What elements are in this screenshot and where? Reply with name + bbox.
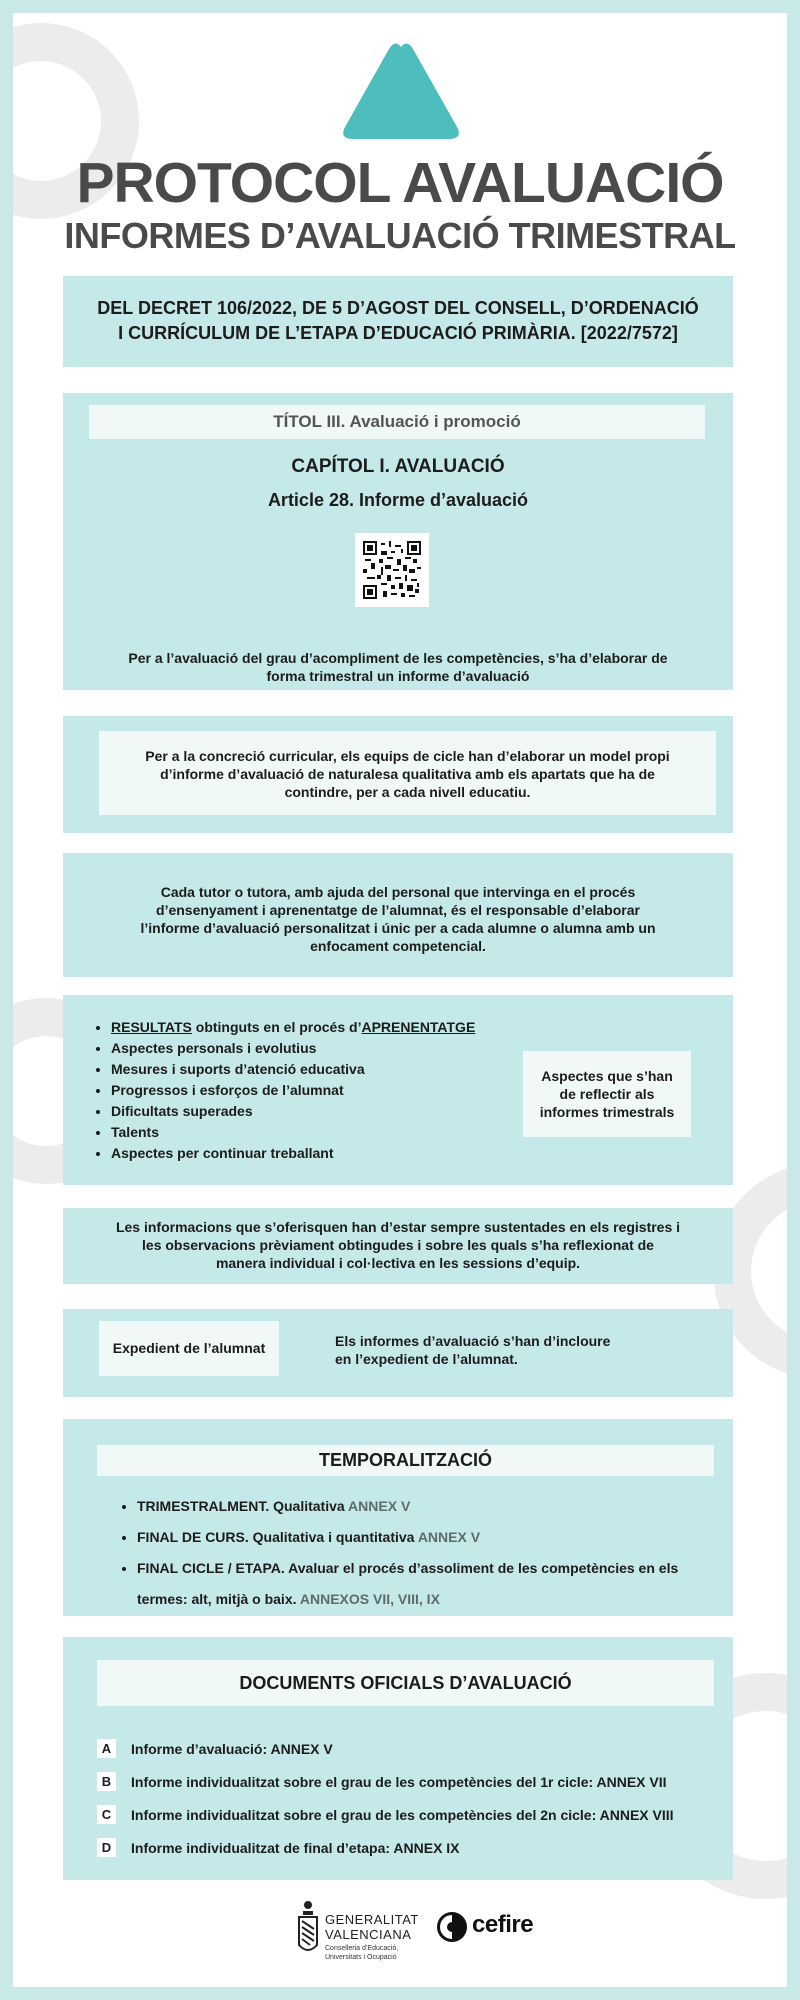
generalitat-logo: [296, 1899, 436, 1969]
curricular-card: [63, 716, 733, 833]
timing-item-quarterly: • TRIMESTRALMENT. Qualitativa ANNEX V: [137, 1491, 727, 1522]
document-text: Informe individualitzat sobre el grau de les competències del 2n cicle: ANNEX VIII: [131, 1806, 674, 1823]
tutor-line-1: Cada tutor o tutora, amb ajuda del personal que intervinga en el procés: [160, 884, 636, 900]
documents-list: [97, 1732, 717, 1864]
generalitat-line-1: GENERALITAT: [325, 1912, 419, 1927]
expedient-card: [63, 1309, 733, 1397]
qr-code-icon: [363, 541, 421, 599]
aspects-item: • Mesures i suports d’atenció educativa: [111, 1059, 531, 1080]
generalitat-emblem-icon: [296, 1899, 320, 1961]
curricular-text-box: [99, 731, 716, 815]
timing-card: [63, 1419, 733, 1616]
decree-line-1: DEL DECRET 106/2022, DE 5 D’AGOST DEL CONSELL, D’ORDENACIÓ: [97, 298, 699, 318]
tutor-card: [63, 853, 733, 977]
article-card: [63, 393, 733, 690]
infographic-page: [13, 13, 787, 1987]
documents-title: DOCUMENTS OFICIALS D’AVALUACIÓ: [239, 1673, 572, 1693]
article-heading: Article 28. Informe d’avaluació: [267, 490, 529, 510]
aspects-note-box: [523, 1051, 691, 1137]
document-text: Informe d’avaluació: ANNEX V: [131, 1740, 333, 1757]
aspects-item: • Aspectes personals i evolutius: [111, 1038, 531, 1059]
expedient-label: Expedient de l’alumnat: [112, 1340, 266, 1356]
title-iii-heading: TÍTOL III. Avaluació i promoció: [273, 412, 521, 431]
generalitat-sub-2: Universitats i Ocupació: [325, 1954, 397, 1961]
aspects-item: • Dificultats superades: [111, 1101, 531, 1122]
aspects-note-line-3: informes trimestrals: [539, 1104, 675, 1120]
document-text: Informe individualitzat sobre el grau de les competències del 1r cicle: ANNEX VII: [131, 1773, 667, 1790]
generalitat-line-2: VALENCIANA: [325, 1927, 412, 1942]
page-title: PROTOCOL AVALUACIÓ: [76, 151, 724, 215]
documents-title-bar: [97, 1660, 714, 1706]
aspects-note-line-2: de reflectir als: [559, 1086, 655, 1102]
tutor-line-3: l’informe d’avaluació personalitzat i únic per a cada alumne o alumna amb un: [140, 920, 656, 936]
curricular-line-3: contindre, per a cada nivell educatiu.: [284, 784, 531, 800]
aspects-list: [93, 1017, 531, 1164]
document-item-c: [97, 1798, 717, 1831]
aspects-item: • Talents: [111, 1122, 531, 1143]
aspects-card: [63, 995, 733, 1185]
aspects-item: • Aspectes per continuar treballant: [111, 1143, 531, 1164]
records-line-2: les observacions prèviament obtingudes i sobre les quals s’ha reflexionat de: [142, 1237, 654, 1253]
tutor-line-2: d’ensenyament i aprenentatge de l’alumnat, és el responsable d’elaborar: [156, 902, 640, 918]
curricular-line-2: d’informe d’avaluació de naturalesa qualitativa amb els apartats que ha de: [160, 766, 655, 782]
aspects-item: • Progressos i esforços de l’alumnat: [111, 1080, 531, 1101]
curricular-line-1: Per a la concreció curricular, els equips de cicle han d’elaborar un model propi: [145, 748, 670, 764]
document-letter: A: [97, 1739, 116, 1758]
document-letter: B: [97, 1772, 116, 1791]
records-line-3: manera individual i col·lectiva en les sessions d’equip.: [215, 1255, 581, 1271]
records-line-1: Les informacions que s’oferisquen han d’estar sempre sustentades en els registres i: [115, 1219, 681, 1235]
timing-list: [119, 1491, 727, 1615]
expedient-line-1: Els informes d’avaluació s’han d’incloure: [335, 1333, 611, 1349]
document-letter: D: [97, 1838, 116, 1857]
timing-title: TEMPORALITZACIÓ: [319, 1450, 492, 1470]
chapter-heading: CAPÍTOL I. AVALUACIÓ: [291, 456, 505, 477]
records-card: [63, 1208, 733, 1284]
generalitat-sub-1: Conselleria d’Educació,: [325, 1945, 399, 1952]
document-text: Informe individualitzat de final d’etapa: ANNEX IX: [131, 1839, 460, 1856]
cefire-circle-icon: [436, 1911, 468, 1943]
documents-card: [63, 1637, 733, 1880]
decree-card: [63, 276, 733, 367]
document-item-a: [97, 1732, 717, 1765]
aspects-note-line-1: Aspectes que s’han: [541, 1068, 673, 1084]
tutor-line-4: enfocament competencial.: [310, 938, 486, 954]
document-letter: C: [97, 1805, 116, 1824]
expedient-line-2: en l’expedient de l’alumnat.: [335, 1351, 518, 1367]
timing-item-year-end: • FINAL DE CURS. Qualitativa i quantitativa ANNEX V: [137, 1522, 727, 1553]
expedient-label-box: [99, 1321, 279, 1376]
timing-title-bar: [97, 1445, 714, 1476]
title-iii-bar: [89, 405, 705, 439]
document-item-b: [97, 1765, 717, 1798]
triangle-icon: [339, 39, 463, 147]
page-subtitle: INFORMES D’AVALUACIÓ TRIMESTRAL: [64, 215, 736, 256]
document-item-d: [97, 1831, 717, 1864]
article-text-line-1: Per a l’avaluació del grau d’acompliment de les competències, s’ha d’elaborar de: [128, 650, 668, 666]
decree-line-2: I CURRÍCULUM DE L’ETAPA D’EDUCACIÓ PRIMÀRIA. [2022/7572]: [118, 323, 678, 343]
article-text-line-2: forma trimestral un informe d’avaluació: [266, 668, 530, 684]
qr-code[interactable]: [355, 533, 429, 607]
cefire-logo: [436, 1908, 556, 1948]
cefire-text: cefire: [472, 1911, 534, 1938]
timing-item-cycle-end: • FINAL CICLE / ETAPA. Avaluar el procés d’assoliment de les competències en els termes: alt, mitjà o baix. ANNEXOS VII, VIII, IX: [137, 1553, 727, 1615]
aspects-item-results: • RESULTATS obtinguts en el procés d’APRENENTATGE: [111, 1017, 531, 1038]
